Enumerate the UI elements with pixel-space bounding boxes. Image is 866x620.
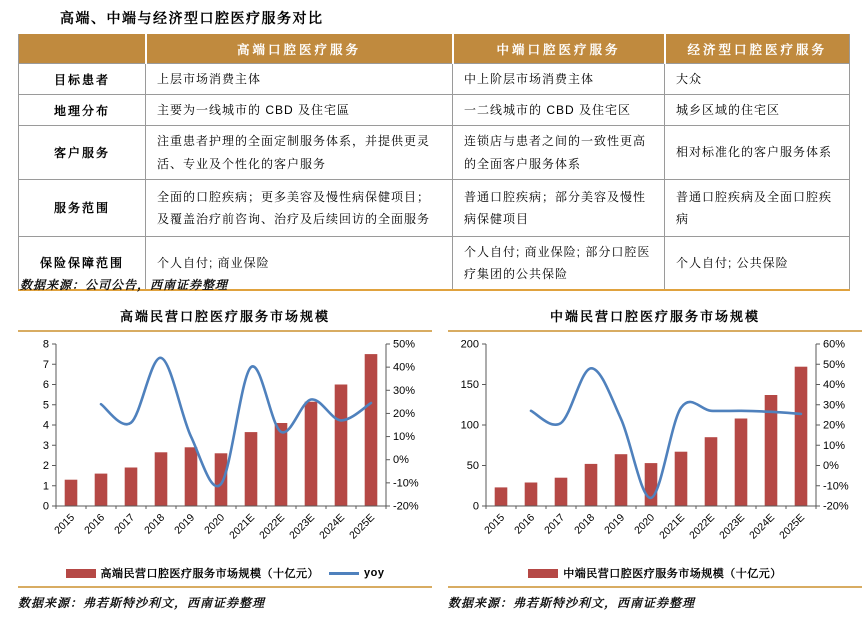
left-axis-label: 1 [42, 480, 49, 493]
chart-block-midend [448, 306, 862, 611]
bar [705, 437, 718, 506]
right-axis-label: 10% [393, 431, 416, 444]
chart-source: 数据来源：弗若斯特沙利文，西南证券整理 [448, 596, 696, 610]
chart-canvas [18, 334, 432, 564]
x-axis-label: 2018 [142, 511, 168, 537]
x-axis-label: 2023E [717, 511, 748, 542]
bar [95, 474, 108, 506]
x-axis-label: 2025E [777, 511, 808, 542]
x-axis-label: 2016 [82, 511, 108, 537]
right-axis-label: -10% [393, 477, 419, 490]
header-cell: 经济型口腔医疗服务 [665, 34, 850, 64]
left-axis-label: 2 [42, 460, 49, 472]
legend-label: 高端民营口腔医疗服务市场规模（十亿元） [100, 568, 320, 580]
bar [245, 432, 258, 506]
bar [735, 419, 748, 507]
header-cell: 高端口腔医疗服务 [146, 34, 453, 64]
right-axis-label: 0% [823, 460, 839, 472]
row-label: 保险保障范围 [19, 236, 146, 290]
comparison-table-head [19, 34, 850, 64]
left-axis-label: 100 [460, 419, 479, 432]
legend-item [528, 565, 782, 581]
comparison-table [18, 34, 850, 291]
chart-legend [18, 564, 432, 582]
bar [645, 463, 658, 506]
right-axis-label: -10% [823, 480, 849, 493]
left-axis-label: 0 [472, 500, 479, 513]
legend-line-swatch [329, 572, 359, 575]
table-cell: 普通口腔疾病及全面口腔疾病 [665, 179, 850, 236]
page-title: 高端、中端与经济型口腔医疗服务对比 [60, 10, 324, 26]
row-label: 地理分布 [19, 95, 146, 126]
left-axis-label: 3 [42, 439, 49, 452]
x-axis-label: 2020 [632, 511, 658, 537]
header-cell-empty [19, 34, 146, 64]
x-axis-label: 2022E [687, 511, 718, 542]
table-cell: 个人自付; 商业保险; 部分口腔医疗集团的公共保险 [453, 236, 665, 290]
x-axis-label: 2020 [202, 511, 228, 537]
comparison-table-wrap [18, 34, 849, 291]
legend-label: yoy [364, 567, 385, 579]
chart-canvas [448, 334, 862, 564]
chart-legend [448, 564, 862, 582]
right-axis-label: 0% [393, 454, 409, 467]
left-axis-label: 5 [42, 399, 49, 412]
right-axis-label: 40% [393, 361, 416, 374]
bar [585, 464, 598, 506]
bar [215, 453, 228, 506]
left-axis-label: 50 [466, 460, 479, 472]
legend-item [66, 565, 320, 581]
chart-source: 数据来源：弗若斯特沙利文，西南证券整理 [18, 596, 266, 610]
yoy-line [531, 368, 801, 498]
header-cell: 中端口腔医疗服务 [453, 34, 665, 64]
left-axis-label: 4 [42, 419, 49, 432]
right-axis-label: -20% [393, 500, 419, 513]
bar [125, 468, 138, 507]
left-axis-label: 7 [42, 358, 49, 371]
right-axis-label: 20% [393, 407, 416, 420]
table-cell: 全面的口腔疾病；更多美容及慢性病保健项目；及覆盖治疗前咨询、治疗及后续回访的全面服务 [146, 179, 453, 236]
bar [555, 478, 568, 506]
x-axis-label: 2015 [52, 511, 78, 537]
table-cell: 注重患者护理的全面定制服务体系，并提供更灵活、专业及个性化的客户服务 [146, 126, 453, 179]
x-axis-label: 2025E [347, 511, 378, 542]
left-axis-label: 8 [42, 338, 49, 351]
x-axis-label: 2022E [257, 511, 288, 542]
table-cell: 普通口腔疾病；部分美容及慢性病保健项目 [453, 179, 665, 236]
bar [65, 480, 78, 506]
table-cell: 上层市场消费主体 [146, 64, 453, 95]
table-cell: 主要为一线城市的 CBD 及住宅區 [146, 95, 453, 126]
chart-title: 高端民营口腔医疗服务市场规模 [119, 309, 330, 324]
x-axis-label: 2021E [657, 511, 688, 542]
x-axis-label: 2017 [112, 511, 138, 537]
x-axis-label: 2015 [482, 511, 508, 537]
row-label: 客户服务 [19, 126, 146, 179]
chart-block-highend [18, 306, 432, 611]
row-label: 服务范围 [19, 179, 146, 236]
table-cell: 个人自付; 商业保险 [146, 236, 453, 290]
right-axis-label: 30% [393, 384, 416, 397]
x-axis-label: 2021E [227, 511, 258, 542]
table-cell: 城乡区域的住宅区 [665, 95, 850, 126]
bar [305, 402, 318, 506]
right-axis-label: 50% [823, 358, 846, 371]
bar [365, 354, 378, 506]
bar [675, 452, 688, 506]
table-cell: 连锁店与患者之间的一致性更高的全面客户服务体系 [453, 126, 665, 179]
table-source: 数据来源：公司公告，西南证券整理 [20, 278, 229, 292]
table-cell: 一二线城市的 CBD 及住宅区 [453, 95, 665, 126]
table-row [19, 179, 850, 236]
x-axis-label: 2017 [542, 511, 568, 537]
x-axis-label: 2019 [602, 511, 628, 537]
table-row [19, 126, 850, 179]
table-header-row [19, 34, 850, 64]
bar [185, 447, 198, 506]
legend-item [329, 567, 384, 579]
x-axis-label: 2024E [317, 511, 348, 542]
x-axis-label: 2016 [512, 511, 538, 537]
bar [615, 454, 628, 506]
bar [795, 367, 808, 506]
left-axis-label: 200 [460, 338, 479, 351]
left-axis-label: 6 [42, 379, 49, 391]
x-axis-label: 2018 [572, 511, 598, 537]
right-axis-label: 30% [823, 399, 846, 412]
legend-label: 中端民营口腔医疗服务市场规模（十亿元） [563, 568, 782, 580]
right-axis-label: 20% [823, 419, 846, 432]
bars-group [495, 367, 808, 506]
bar [155, 452, 168, 506]
row-label: 目标患者 [19, 64, 146, 95]
right-axis-label: 40% [823, 379, 846, 391]
right-axis-label: 50% [393, 338, 416, 351]
table-cell: 相对标准化的客户服务体系 [665, 126, 850, 179]
legend-bar-swatch [528, 569, 558, 578]
yoy-line [101, 358, 371, 486]
left-axis-label: 150 [460, 379, 479, 391]
right-axis-label: 10% [823, 439, 846, 452]
legend-bar-swatch [66, 569, 96, 578]
bar [335, 385, 348, 507]
legend-underline [18, 586, 432, 588]
table-row [19, 64, 850, 95]
comparison-table-body [19, 64, 850, 291]
x-axis-label: 2023E [287, 511, 318, 542]
left-axis-label: 0 [42, 500, 49, 513]
bar [495, 487, 508, 506]
x-axis-label: 2024E [747, 511, 778, 542]
bar [275, 423, 288, 506]
table-cell: 大众 [665, 64, 850, 95]
table-cell: 中上阶层市场消费主体 [453, 64, 665, 95]
x-axis-label: 2019 [172, 511, 198, 537]
right-axis-label: -20% [823, 500, 849, 513]
table-row [19, 95, 850, 126]
title-underline [448, 330, 862, 332]
bar [525, 483, 538, 507]
chart-title: 中端民营口腔医疗服务市场规模 [549, 309, 760, 324]
title-underline [18, 330, 432, 332]
right-axis-label: 60% [823, 338, 846, 351]
table-cell: 个人自付; 公共保险 [665, 236, 850, 290]
legend-underline [448, 586, 862, 588]
